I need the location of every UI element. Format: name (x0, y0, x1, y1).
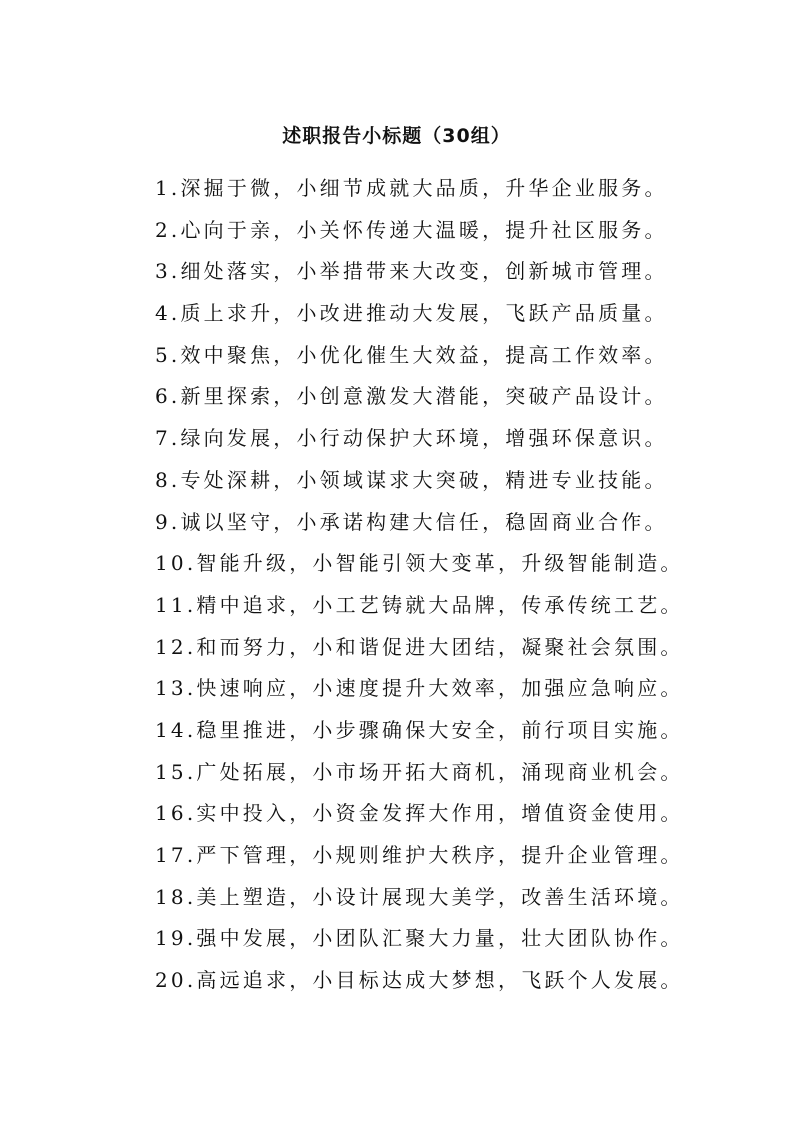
title-list (155, 173, 785, 1007)
list-item: 20.高远追求，小目标达成大梦想，飞跃个人发展。 (155, 968, 684, 993)
list-item: 10.智能升级，小智能引领大变革，升级智能制造。 (155, 551, 684, 576)
list-item: 14.稳里推进，小步骤确保大安全，前行项目实施。 (155, 717, 684, 742)
list-item: 8.专处深耕，小领域谋求大突破，精进专业技能。 (155, 467, 668, 492)
list-item: 1.深掘于微，小细节成就大品质，升华企业服务。 (155, 176, 668, 200)
list-item: 7.绿向发展，小行动保护大环境，增强环保意识。 (155, 426, 668, 451)
list-item: 5.效中聚焦，小优化催生大效益，提高工作效率。 (155, 342, 668, 367)
list-item: 16.实中投入，小资金发挥大作用，增值资金使用。 (155, 801, 684, 826)
document-title: 述职报告小标题（30组） (282, 125, 511, 147)
list-item: 17.严下管理，小规则维护大秩序，提升企业管理。 (155, 843, 684, 867)
list-item: 6.新里探索，小创意激发大潜能，突破产品设计。 (155, 384, 668, 409)
list-item: 4.质上求升，小改进推动大发展，飞跃产品质量。 (155, 301, 668, 326)
list-item: 12.和而努力，小和谐促进大团结，凝聚社会氛围。 (155, 634, 684, 659)
list-item: 2.心向于亲，小关怀传递大温暖，提升社区服务。 (155, 217, 668, 242)
list-item: 11.精中追求，小工艺铸就大品牌，传承传统工艺。 (155, 592, 684, 617)
list-item: 3.细处落实，小举措带来大改变，创新城市管理。 (155, 259, 668, 284)
list-item: 18.美上塑造，小设计展现大美学，改善生活环境。 (155, 884, 684, 909)
list-item: 9.诚以坚守，小承诺构建大信任，稳固商业合作。 (155, 509, 668, 534)
list-item: 13.快速响应，小速度提升大效率，加强应急响应。 (155, 676, 684, 701)
list-item: 15.广处拓展，小市场开拓大商机，涌现商业机会。 (155, 759, 684, 784)
list-item: 19.强中发展，小团队汇聚大力量，壮大团队协作。 (155, 926, 684, 951)
